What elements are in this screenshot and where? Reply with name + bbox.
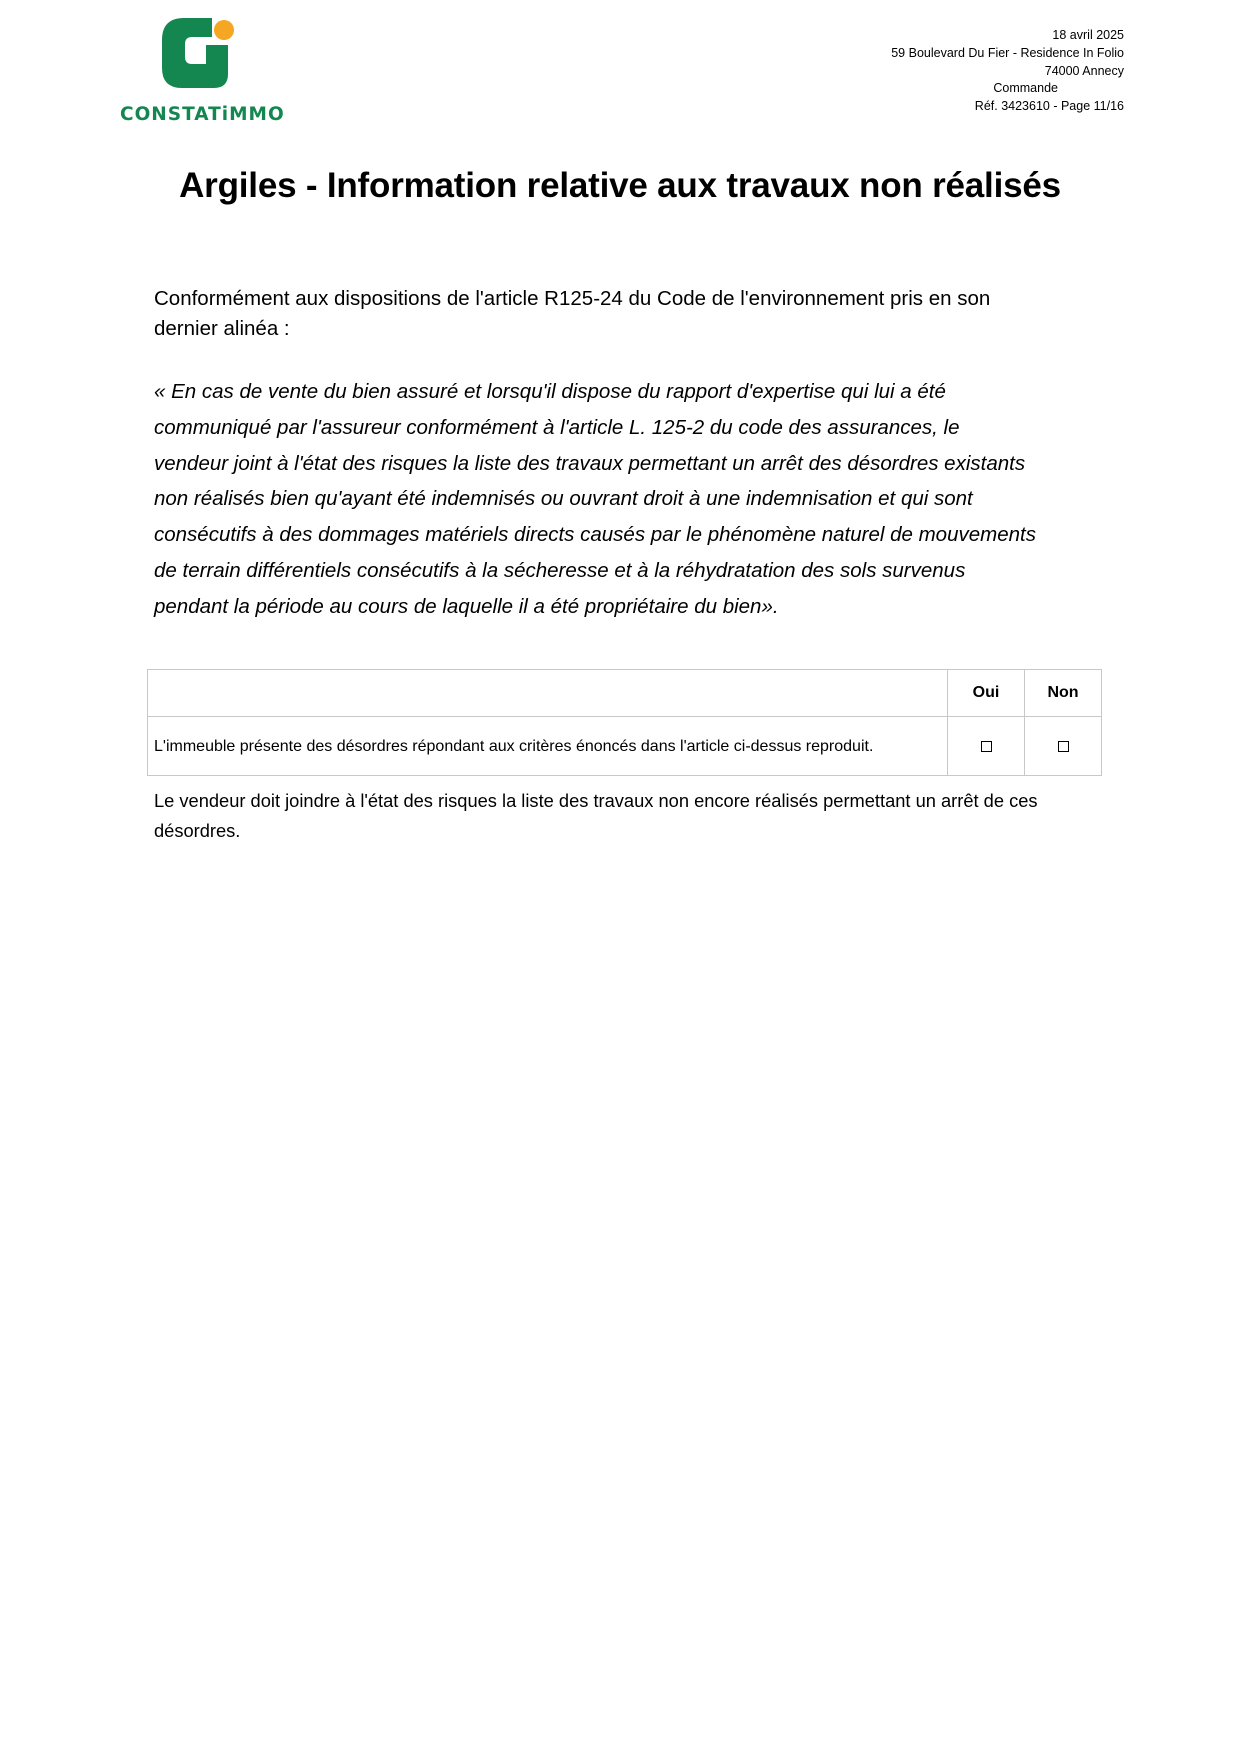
cell-non bbox=[1025, 717, 1102, 776]
logo-dot bbox=[214, 20, 234, 40]
table-row bbox=[148, 717, 1102, 776]
intro-paragraph: Conformément aux dispositions de l'article R125-24 du Code de l'environnement pris en son dernier alinéa : bbox=[154, 287, 991, 340]
header-date: 18 avril 2025 bbox=[1052, 28, 1124, 42]
logo-text: CONSTATiMMO bbox=[120, 104, 285, 125]
company-logo bbox=[118, 18, 283, 130]
row-label: L'immeuble présente des désordres répondant aux critères énoncés dans l'article ci-dessus reproduit. bbox=[148, 717, 948, 776]
header-reference-page: Réf. 3423610 - Page 11/16 bbox=[974, 99, 1124, 114]
conclusion-paragraph: Le vendeur doit joindre à l'état des risques la liste des travaux non encore réalisés permettant un arrêt de ces désordres. bbox=[154, 790, 1038, 841]
table-header-row bbox=[148, 670, 1102, 717]
cell-oui bbox=[948, 717, 1025, 776]
header-address-line2: 74000 Annecy bbox=[1044, 63, 1124, 78]
header-label bbox=[148, 670, 948, 717]
header-commande: Commande bbox=[993, 81, 1058, 96]
checkbox-oui[interactable] bbox=[981, 741, 992, 752]
document-header-info bbox=[891, 27, 1124, 116]
header-address-line1: 59 Boulevard Du Fier - Residence In Folio bbox=[891, 45, 1124, 60]
constatimmo-logo-icon bbox=[162, 18, 242, 96]
page-title: Argiles - Information relative aux travaux non réalisés bbox=[179, 166, 1061, 205]
legal-quote: « En cas de vente du bien assuré et lorsqu'il dispose du rapport d'expertise qui lui a été communiqué par l'assureur conformément à l'article L. 125-2 du code des assurances, le vendeur joint à l'état des risques la liste des travaux permettant un arrêt des désordres existants non réalisés bien qu'ayant été indemnisés ou ouvrant droit à une indemnisation et qui sont consécutifs à des dommages matériels directs causés par le phénomène naturel de mouvements de terrain différentiels consécutifs à la sécheresse et à la réhydratation des sols survenus pendant la période au cours de laquelle il a été propriétaire du bien». bbox=[154, 380, 1036, 618]
checkbox-non[interactable] bbox=[1058, 741, 1069, 752]
header-non: Non bbox=[1025, 670, 1102, 717]
header-oui: Oui bbox=[948, 670, 1025, 717]
table-header bbox=[148, 670, 1102, 717]
disorders-table bbox=[147, 669, 1102, 776]
